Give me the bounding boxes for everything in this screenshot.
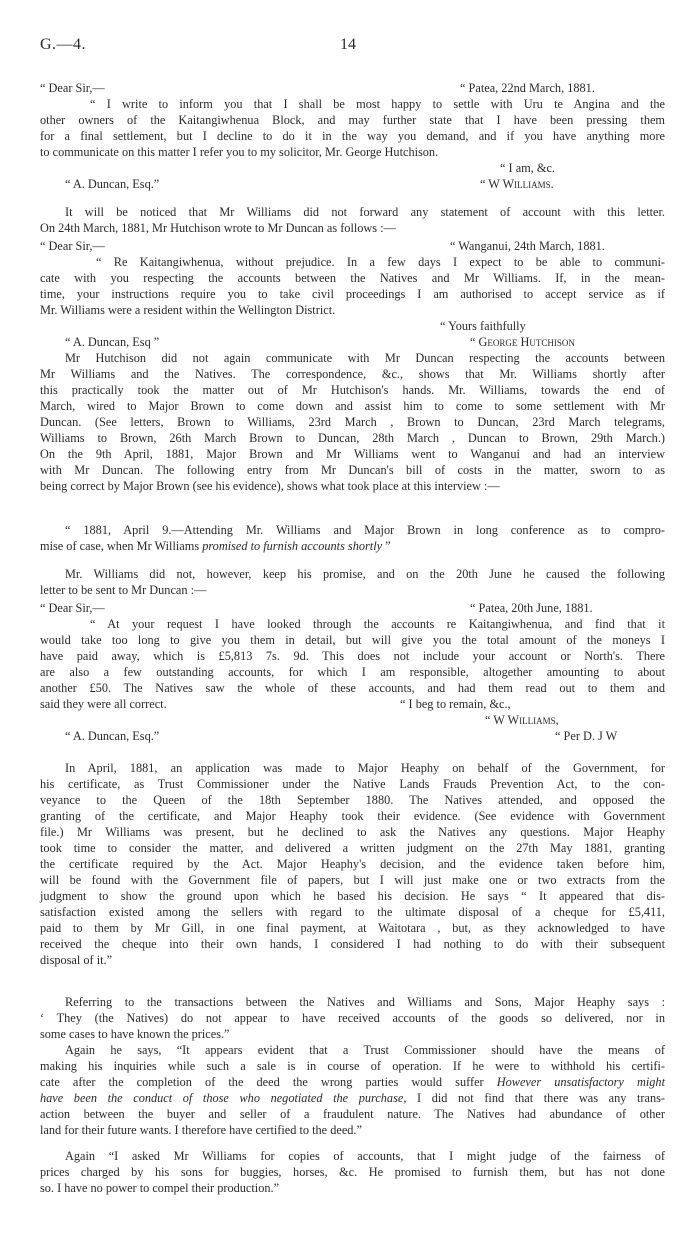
letter3-line: are also a few outstanding accounts, for which I am responsible, altogether amounting to about <box>40 665 665 679</box>
paragraph-line: action between the buyer and seller of a fraudulent nature. The Natives had abundance of other <box>40 1107 665 1121</box>
letter3-per: “ Per D. J W <box>555 729 618 743</box>
letter3-line: would take too long to give you them in detail, but will give you the total amount of the moneys I <box>40 633 665 647</box>
paragraph-line: judgment to show the ground upon which he based his decision. He says “ It appeared that dis- <box>40 889 665 903</box>
paragraph-line: will be found with the Government file of papers, but I will just make one or two extracts from the <box>40 873 665 887</box>
paragraph-line: It will be noticed that Mr Williams did not forward any statement of account with this letter. <box>65 205 665 219</box>
page-number: 14 <box>340 36 356 53</box>
paragraph-line: Williams to Brown, 26th March Brown to Duncan, 28th March , Duncan to Brown, 29th March.) <box>40 431 665 445</box>
paragraph-line: Mr Williams and the Natives. The correspondence, &c., shows that Mr. Williams shortly after <box>40 367 665 381</box>
letter1-signature: “ W Williams. <box>480 177 554 191</box>
letter2-signature: “ George Hutchison <box>470 335 575 349</box>
letter1-line: for a final settlement, but I decline to do it in the way you demand, and if you have anything more <box>40 129 665 143</box>
paragraph-line: Duncan. (See letters, Brown to Williams, 23rd March , Brown to Duncan, 23rd March telegrams, <box>40 415 665 429</box>
letter1-salutation: “ Dear Sir,— <box>40 81 105 95</box>
paragraph-line: On the 9th April, 1881, Major Brown and Mr Williams went to Wanganui and had an interview <box>40 447 665 461</box>
paragraph-line: making his inquiries while such a sale is in course of operation. If he were to withhold his certifi- <box>40 1059 665 1073</box>
letter1-closing: “ I am, &c. <box>500 161 555 175</box>
paragraph-line: granting of the certificate, and Major Heaphy took their evidence. (See evidence with Government <box>40 809 665 823</box>
letter3-line: said they were all correct. <box>40 697 167 711</box>
letter1-line: to communicate on this matter I refer you to my solicitor, Mr. George Hutchison. <box>40 145 439 159</box>
paragraph-line: disposal of it.” <box>40 953 113 967</box>
letter1-place-date: “ Patea, 22nd March, 1881. <box>460 81 595 95</box>
letter3-signature: “ W Williams, <box>485 713 559 727</box>
costs-entry-line: mise of case, when Mr Williams promised to furnish accounts shortly ” <box>40 539 391 553</box>
paragraph-line: March, wired to Major Brown to come down and assist him to come to some settlement with Mr <box>40 399 665 413</box>
paragraph-line: have been the conduct of those who negotiated the purchase, I did not find that there was any trans- <box>40 1091 665 1105</box>
letter1-line: “ I write to inform you that I shall be most happy to settle with Uru te Angina and the <box>90 97 665 111</box>
letter3-line: “ At your request I have looked through the accounts re Kaitangiwhenua, and find that it <box>90 617 665 631</box>
paragraph-line: Again “I asked Mr Williams for copies of accounts, that I might judge of the fairness of <box>65 1149 665 1163</box>
letter2-place-date: “ Wanganui, 24th March, 1881. <box>450 239 605 253</box>
section-reference: G.—4. <box>40 36 87 53</box>
letter2-line: time, your instructions require you to take civil proceedings I am authorised to accept service as if <box>40 287 665 301</box>
paragraph-line: his certificate, as Trust Commissioner under the Native Lands Frauds Prevention Act, to the con- <box>40 777 665 791</box>
paragraph-line: Mr Hutchison did not again communicate with Mr Duncan respecting the accounts between <box>65 351 665 365</box>
paragraph-line: In April, 1881, an application was made to Major Heaphy on behalf of the Government, for <box>65 761 665 775</box>
paragraph-line: the certificate required by the Act. Major Heaphy's decision, and the evidence taken before him, <box>40 857 665 871</box>
paragraph-line: land for their future wants. I therefore have certified to the deed.” <box>40 1123 362 1137</box>
paragraph-line: On 24th March, 1881, Mr Hutchison wrote to Mr Duncan as follows :— <box>40 221 396 235</box>
paragraph-line: paid to them by Mr Gill, in one final payment, at Waitotara , but, as they acknowledged to have <box>40 921 665 935</box>
letter3-line: another £50. The Natives saw the whole of these accounts, and had them read out to them and <box>40 681 665 695</box>
paragraph-line: file.) Mr Williams was present, but he declined to ask the Natives any questions. Major Heaphy <box>40 825 665 839</box>
letter3-salutation: “ Dear Sir,— <box>40 601 105 615</box>
paragraph-line: this practically took the matter out of Mr Hutchison's hands. Mr. Williams, towards the end of <box>40 383 665 397</box>
letter2-line: “ Re Kaitangiwhenua, without prejudice. In a few days I expect to be able to communi- <box>96 255 665 269</box>
letter2-addressee: “ A. Duncan, Esq ” <box>65 335 160 349</box>
paragraph-line: Referring to the transactions between the Natives and Williams and Sons, Major Heaphy says : <box>65 995 665 1009</box>
letter3-closing: “ I beg to remain, &c., <box>400 697 511 711</box>
paragraph-line: Mr. Williams did not, however, keep his promise, and on the 20th June he caused the following <box>65 567 665 581</box>
letter3-place-date: “ Patea, 20th June, 1881. <box>470 601 593 615</box>
letter2-salutation: “ Dear Sir,— <box>40 239 105 253</box>
letter3-line: have paid away, which is £5,813 7s. 9d. This does not include your account or North's. There <box>40 649 665 663</box>
letter2-line: Mr. Williams were a resident within the Wellington District. <box>40 303 336 317</box>
letter2-line: cate with you respecting the accounts between the Natives and Mr Williams. If, in the mean- <box>40 271 665 285</box>
paragraph-line: so. I have no power to compel their production.” <box>40 1181 280 1195</box>
letter1-addressee: “ A. Duncan, Esq.” <box>65 177 160 191</box>
paragraph-line: cate after the completion of the deed the wrong parties would suffer However unsatisfactory might <box>40 1075 665 1089</box>
paragraph-line: prices charged by his sons for buggies, horses, &c. He promised to furnish them, but has not done <box>40 1165 665 1179</box>
paragraph-line: satisfaction existed among the sellers with regard to the ultimate disposal of a cheque for £5,411, <box>40 905 665 919</box>
letter2-closing: “ Yours faithfully <box>440 319 526 333</box>
paragraph-line: some cases to have known the prices.” <box>40 1027 230 1041</box>
paragraph-line: ‘ They (the Natives) do not appear to have received accounts of the goods so delivered, nor in <box>40 1011 665 1025</box>
letter1-line: other owners of the Kaitangiwhenua Block, and may further state that I have been pressing them <box>40 113 665 127</box>
paragraph-line: took time to consider the matter, and delivered a written judgment on the 27th May 1881, granting <box>40 841 665 855</box>
costs-entry-line: “ 1881, April 9.—Attending Mr. Williams and Major Brown in long conference as to compro- <box>65 523 665 537</box>
letter3-addressee: “ A. Duncan, Esq.” <box>65 729 160 743</box>
paragraph-line: with Mr Duncan. The following entry from Mr Duncan's bill of costs in the matter, sworn to as <box>40 463 665 477</box>
paragraph-line: veyance to the Queen of the 18th September 1880. The Natives attended, and opposed the <box>40 793 665 807</box>
paragraph-line: letter to be sent to Mr Duncan :— <box>40 583 207 597</box>
paragraph-line: being correct by Major Brown (see his evidence), shows what took place at this interview :— <box>40 479 500 493</box>
paragraph-line: Again he says, “It appears evident that a Trust Commissioner should have the means of <box>65 1043 665 1057</box>
paragraph-line: received the cheque into their own hands, I considered I had nothing to do with their subsequent <box>40 937 665 951</box>
